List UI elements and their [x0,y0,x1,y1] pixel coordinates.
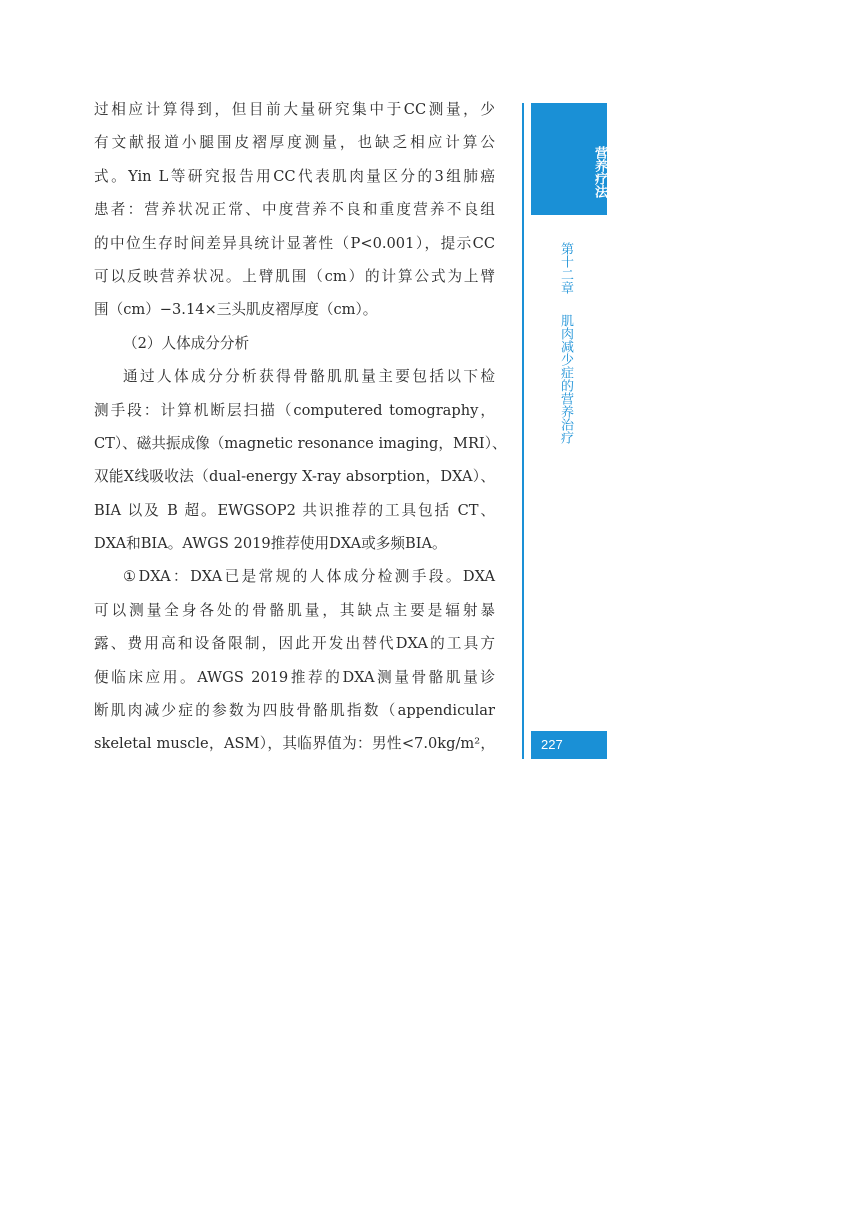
body-line: 患者：营养状况正常、中度营养不良和重度营养不良组 [94,201,495,219]
body-line: 测手段：计算机断层扫描（computered tomography， [94,401,495,419]
section-tab-label: 营养疗法 [592,146,607,198]
body-line: 可以测量全身各处的骨骼肌量，其缺点主要是辐射暴 [94,601,495,619]
chapter-label: 第十二章 [558,242,573,294]
chapter-running-head [555,242,573,444]
body-line: 双能X线吸收法（dual-energy X-ray absorption，DXA）、 [94,468,495,486]
margin-divider [522,103,524,759]
body-line: 可以反映营养状况。上臂肌围（cm）的计算公式为上臂 [94,267,495,285]
body-line: ①DXA：DXA已是常规的人体成分检测手段。DXA [123,568,495,586]
body-line: 断肌肉减少症的参数为四肢骨骼肌指数（appendicular [94,702,495,720]
body-line: 的中位生存时间差异具统计显著性（P<0.001），提示CC [94,234,495,252]
body-line: 围（cm）−3.14×三头肌皮褶厚度（cm）。 [94,301,378,319]
body-line: 露、费用高和设备限制，因此开发出替代DXA的工具方 [94,635,495,653]
body-text [94,93,507,761]
body-line: 便临床应用。AWGS 2019推荐的DXA测量骨骼肌量诊 [94,668,495,686]
body-line: 通过人体成分分析获得骨骼肌肌量主要包括以下检 [123,368,495,386]
body-line: skeletal muscle，ASM），其临界值为：男性<7.0kg/m²， [94,735,495,753]
page-number: 227 [531,731,607,759]
chapter-title: 肌肉减少症的营养治疗 [558,314,573,444]
body-line: 过相应计算得到，但目前大量研究集中于CC测量，少 [94,101,495,118]
section-heading: （2）人体成分分析 [123,334,250,352]
body-line: 式。Yin L等研究报告用CC代表肌肉量区分的3组肺癌 [94,167,495,185]
body-line: DXA和BIA。AWGS 2019推荐使用DXA或多频BIA。 [94,535,447,553]
body-line: BIA 以及 B 超。EWGSOP2 共识推荐的工具包括 CT、 [94,501,495,519]
body-line: CT）、磁共振成像（magnetic resonance imaging，MRI）、 [94,434,507,452]
section-tab [531,103,607,215]
body-line: 有文献报道小腿围皮褶厚度测量，也缺乏相应计算公 [94,134,495,152]
